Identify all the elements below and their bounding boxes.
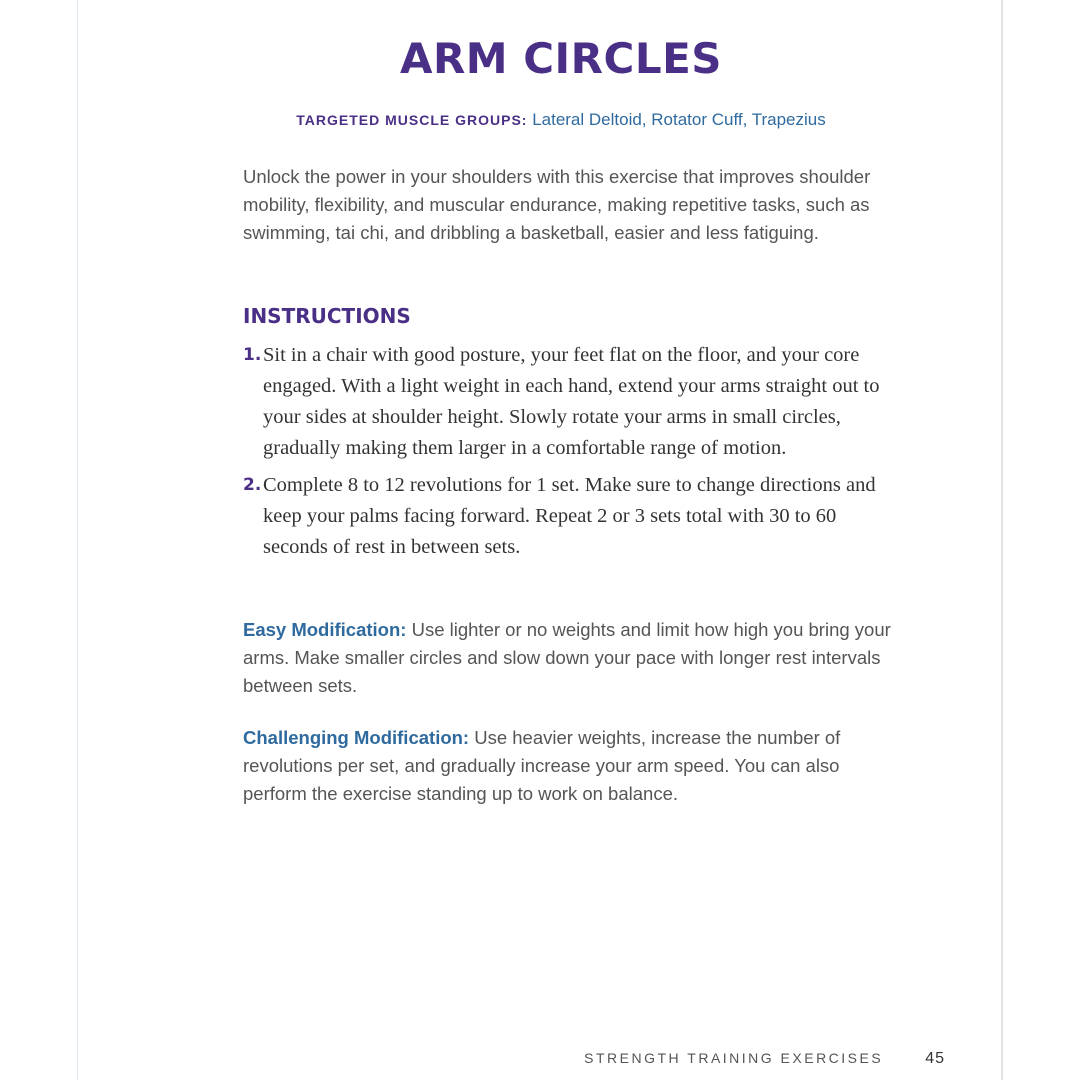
targeted-muscle-groups-value: Lateral Deltoid, Rotator Cuff, Trapezius (532, 110, 826, 129)
easy-modification-label: Easy Modification: (243, 619, 407, 640)
step-text: Sit in a chair with good posture, your feet flat on the floor, and your core engaged. With a light weight in each hand, extend your arms straight out to your sides at shoulder height. Slowly rotate your arms in small circles, gradually making them larger in a comfortable range of motion. (263, 344, 880, 459)
page-edge-left (77, 0, 78, 1080)
instructions-list (243, 340, 893, 569)
instruction-step-1 (243, 340, 893, 464)
step-number: 2. (243, 475, 262, 495)
instructions-heading: INSTRUCTIONS (243, 304, 411, 328)
step-text: Complete 8 to 12 revolutions for 1 set. Make sure to change directions and keep your palms facing forward. Repeat 2 or 3 sets total with 30 to 60 seconds of rest in between sets. (263, 474, 876, 558)
intro-paragraph: Unlock the power in your shoulders with this exercise that improves shoulder mobility, flexibility, and muscular endurance, making repetitive tasks, such as swimming, tai chi, and dribbling a basketball, easier and less fatiguing. (243, 166, 871, 243)
challenging-modification-label: Challenging Modification: (243, 727, 470, 748)
easy-modification (243, 616, 893, 700)
footer-section-name: STRENGTH TRAINING EXERCISES (584, 1050, 884, 1066)
challenging-modification-text: Use heavier weights, increase the number of revolutions per set, and gradually increase your arm speed. You can also perform the exercise standing up to work on balance. (243, 727, 841, 804)
targeted-muscle-groups-label: TARGETED MUSCLE GROUPS: (296, 112, 528, 128)
page-footer (0, 1050, 945, 1068)
instruction-step-2 (243, 470, 893, 563)
page-title: ARM CIRCLES (399, 34, 723, 83)
challenging-modification (243, 724, 893, 808)
page-edge-right (1001, 0, 1003, 1080)
page-number: 45 (925, 1050, 945, 1067)
easy-modification-text: Use lighter or no weights and limit how high you bring your arms. Make smaller circles and slow down your pace with longer rest intervals between sets. (243, 619, 891, 696)
targeted-muscle-groups (0, 110, 1080, 130)
step-number: 1. (243, 345, 262, 365)
